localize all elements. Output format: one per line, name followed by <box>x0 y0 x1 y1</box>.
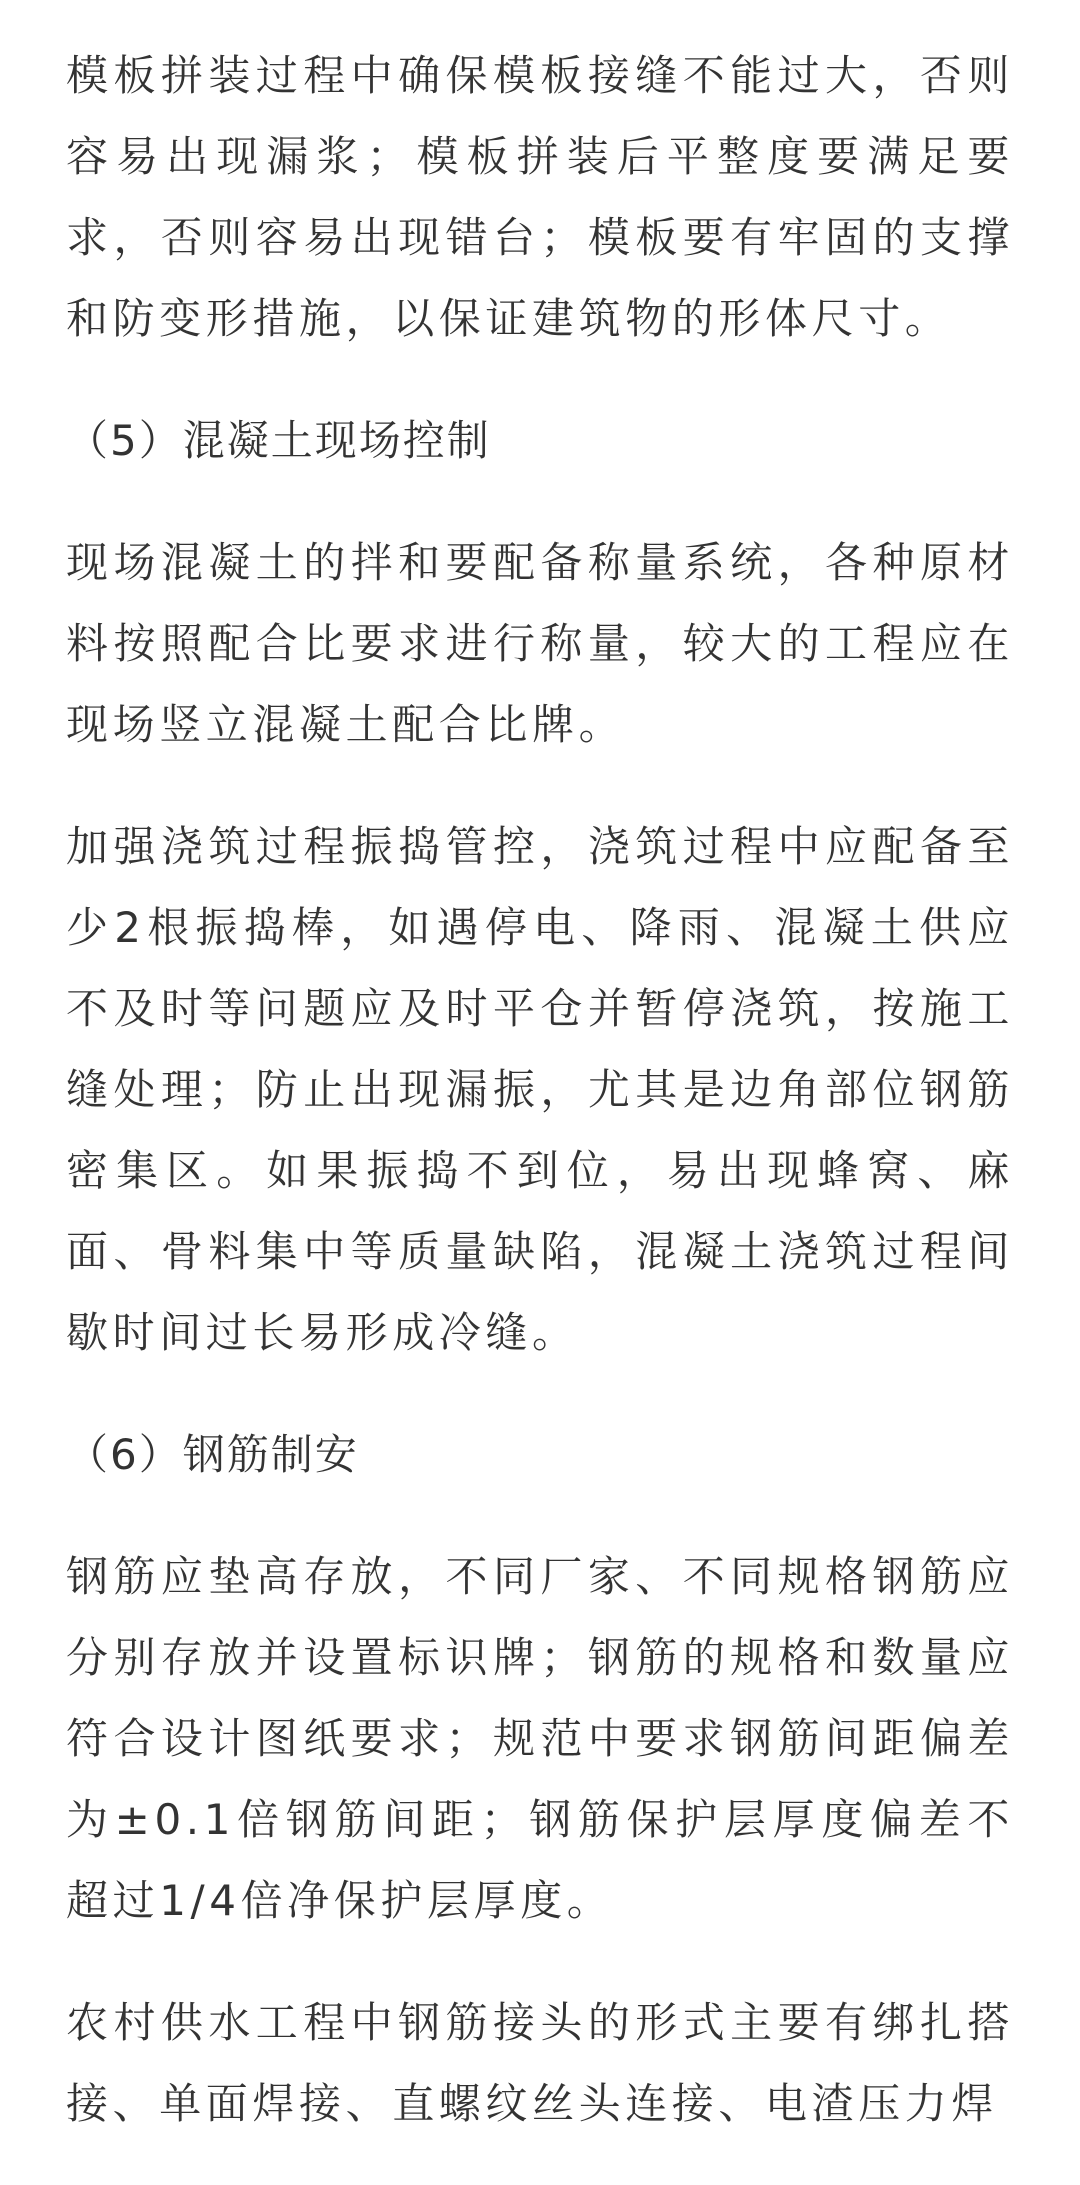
paragraph-rebar-storage: 钢筋应垫高存放，不同厂家、不同规格钢筋应分别存放并设置标识牌；钢筋的规格和数量应符合设计图纸要求；规范中要求钢筋间距偏差为±0.1倍钢筋间距；钢筋保护层厚度偏差不超过1/4倍净保护层厚度。 <box>66 1552 1014 1925</box>
section-heading-rebar: （6）钢筋制安 <box>66 1430 359 1479</box>
section-heading-concrete-control: （5）混凝土现场控制 <box>66 416 491 465</box>
paragraph-rebar-joints: 农村供水工程中钢筋接头的形式主要有绑扎搭接、单面焊接、直螺纹丝头连接、电渣压力焊 <box>66 1998 1014 2128</box>
article-body <box>66 35 1014 2185</box>
paragraph-formwork-assembly: 模板拼装过程中确保模板接缝不能过大，否则容易出现漏浆；模板拼装后平整度要满足要求，否则容易出现错台；模板要有牢固的支撑和防变形措施，以保证建筑物的形体尺寸。 <box>66 51 1014 343</box>
paragraph-concrete-vibration: 加强浇筑过程振捣管控，浇筑过程中应配备至少2根振捣棒，如遇停电、降雨、混凝土供应不及时等问题应及时平仓并暂停浇筑，按施工缝处理；防止出现漏振，尤其是边角部位钢筋密集区。如果振捣不到位，易出现蜂窝、麻面、骨料集中等质量缺陷，混凝土浇筑过程间歇时间过长易形成冷缝。 <box>66 822 1014 1357</box>
paragraph-concrete-mixing: 现场混凝土的拌和要配备称量系统，各种原材料按照配合比要求进行称量，较大的工程应在现场竖立混凝土配合比牌。 <box>66 538 1014 749</box>
